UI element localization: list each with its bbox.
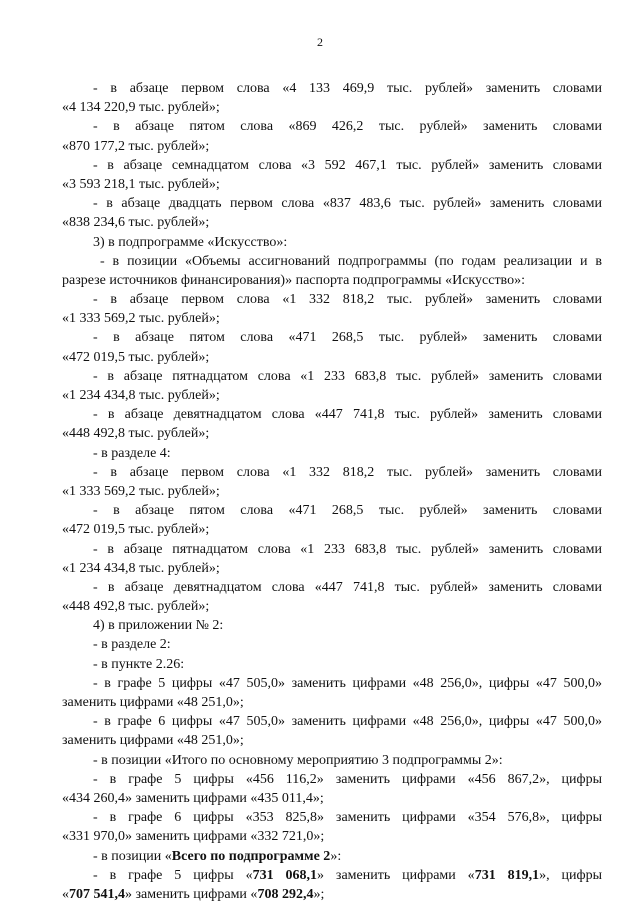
text-line: - в абзаце первом слова «1 332 818,2 тыс. рублей» заменить словами: [93, 292, 602, 308]
text-line: - в абзаце двадцать первом слова «837 483,6 тыс. рублей» заменить словами: [93, 196, 602, 212]
text-line: заменить цифрами «48 251,0»;: [62, 695, 244, 710]
document-body: [62, 79, 602, 904]
text-line: «707 541,4» заменить цифрами «708 292,4»;: [62, 886, 325, 902]
text-line: - в абзаце пятнадцатом слова «1 233 683,8 тыс. рублей» заменить словами: [93, 368, 602, 384]
text-line: «1 234 434,8 тыс. рублей»;: [62, 388, 220, 403]
text-line: - в графе 5 цифры «456 116,2» заменить цифрами «456 867,2», цифры: [93, 771, 602, 787]
text-line: - в разделе 4:: [93, 445, 171, 461]
text-line: «3 593 218,1 тыс. рублей»;: [62, 176, 220, 192]
text-line: - в абзаце девятнадцатом слова «447 741,8 тыс. рублей» заменить словами: [93, 407, 602, 423]
text-line: - в позиции «Всего по подпрограмме 2»:: [93, 848, 342, 864]
text-line: - в абзаце первом слова «4 133 469,9 тыс. рублей» заменить словами: [93, 81, 602, 96]
bold-text: 731 068,1: [252, 867, 317, 883]
text-line: заменить цифрами «48 251,0»;: [62, 733, 244, 749]
text-line: «1 234 434,8 тыс. рублей»;: [62, 560, 220, 576]
text-line: «448 492,8 тыс. рублей»;: [62, 599, 210, 615]
text-line: - в графе 5 цифры «731 068,1» заменить цифрами «731 819,1», цифры: [93, 867, 602, 883]
bold-text: 708 292,4: [257, 886, 314, 902]
text-line: «472 019,5 тыс. рублей»;: [62, 349, 210, 365]
text-line: - в графе 5 цифры «47 505,0» заменить цифрами «48 256,0», цифры «47 500,0»: [93, 675, 602, 691]
text-line: - в абзаце первом слова «1 332 818,2 тыс. рублей» заменить словами: [93, 464, 602, 480]
text-line: «1 333 569,2 тыс. рублей»;: [62, 483, 220, 499]
text-line: «434 260,4» заменить цифрами «435 011,4»;: [62, 790, 324, 806]
text-line: - в позиции «Объемы ассигнований подпрограммы (по годам реализации и в: [100, 253, 602, 269]
text-line: разрезе источников финансирования)» паспорта подпрограммы «Искусство»:: [62, 272, 525, 288]
text-line: 4) в приложении № 2:: [93, 618, 224, 634]
text-line: «4 134 220,9 тыс. рублей»;: [62, 100, 220, 116]
text-line: - в пункте 2.26:: [93, 656, 185, 672]
text-line: - в графе 6 цифры «353 825,8» заменить цифрами «354 576,8», цифры: [93, 810, 602, 826]
bold-text: 707 541,4: [69, 886, 125, 902]
text-line: - в графе 6 цифры «47 505,0» заменить цифрами «48 256,0», цифры «47 500,0»: [93, 714, 602, 730]
text-line: «870 177,2 тыс. рублей»;: [62, 138, 210, 154]
text-line: «838 234,6 тыс. рублей»;: [62, 215, 210, 231]
text-line: «331 970,0» заменить цифрами «332 721,0»;: [62, 829, 325, 845]
text-line: - в абзаце пятом слова «869 426,2 тыс. рублей» заменить словами: [93, 119, 602, 135]
page-number: 2: [317, 35, 323, 49]
text-line: - в абзаце девятнадцатом слова «447 741,8 тыс. рублей» заменить словами: [93, 579, 602, 595]
text-line: - в абзаце пятом слова «471 268,5 тыс. рублей» заменить словами: [93, 330, 602, 346]
bold-text: 731 819,1: [474, 867, 540, 883]
text-line: 3) в подпрограмме «Искусство»:: [93, 234, 288, 250]
text-line: - в абзаце пятом слова «471 268,5 тыс. рублей» заменить словами: [93, 503, 602, 519]
text-line: «448 492,8 тыс. рублей»;: [62, 426, 210, 442]
text-line: - в разделе 2:: [93, 637, 171, 653]
text-line: - в позиции «Итого по основному мероприятию 3 подпрограммы 2»:: [93, 752, 503, 768]
bold-text: Всего по подпрограмме 2: [171, 848, 331, 864]
text-line: - в абзаце пятнадцатом слова «1 233 683,8 тыс. рублей» заменить словами: [93, 541, 602, 557]
text-line: «1 333 569,2 тыс. рублей»;: [62, 311, 220, 327]
text-line: - в абзаце семнадцатом слова «3 592 467,1 тыс. рублей» заменить словами: [93, 157, 602, 173]
text-line: «472 019,5 тыс. рублей»;: [62, 522, 210, 538]
